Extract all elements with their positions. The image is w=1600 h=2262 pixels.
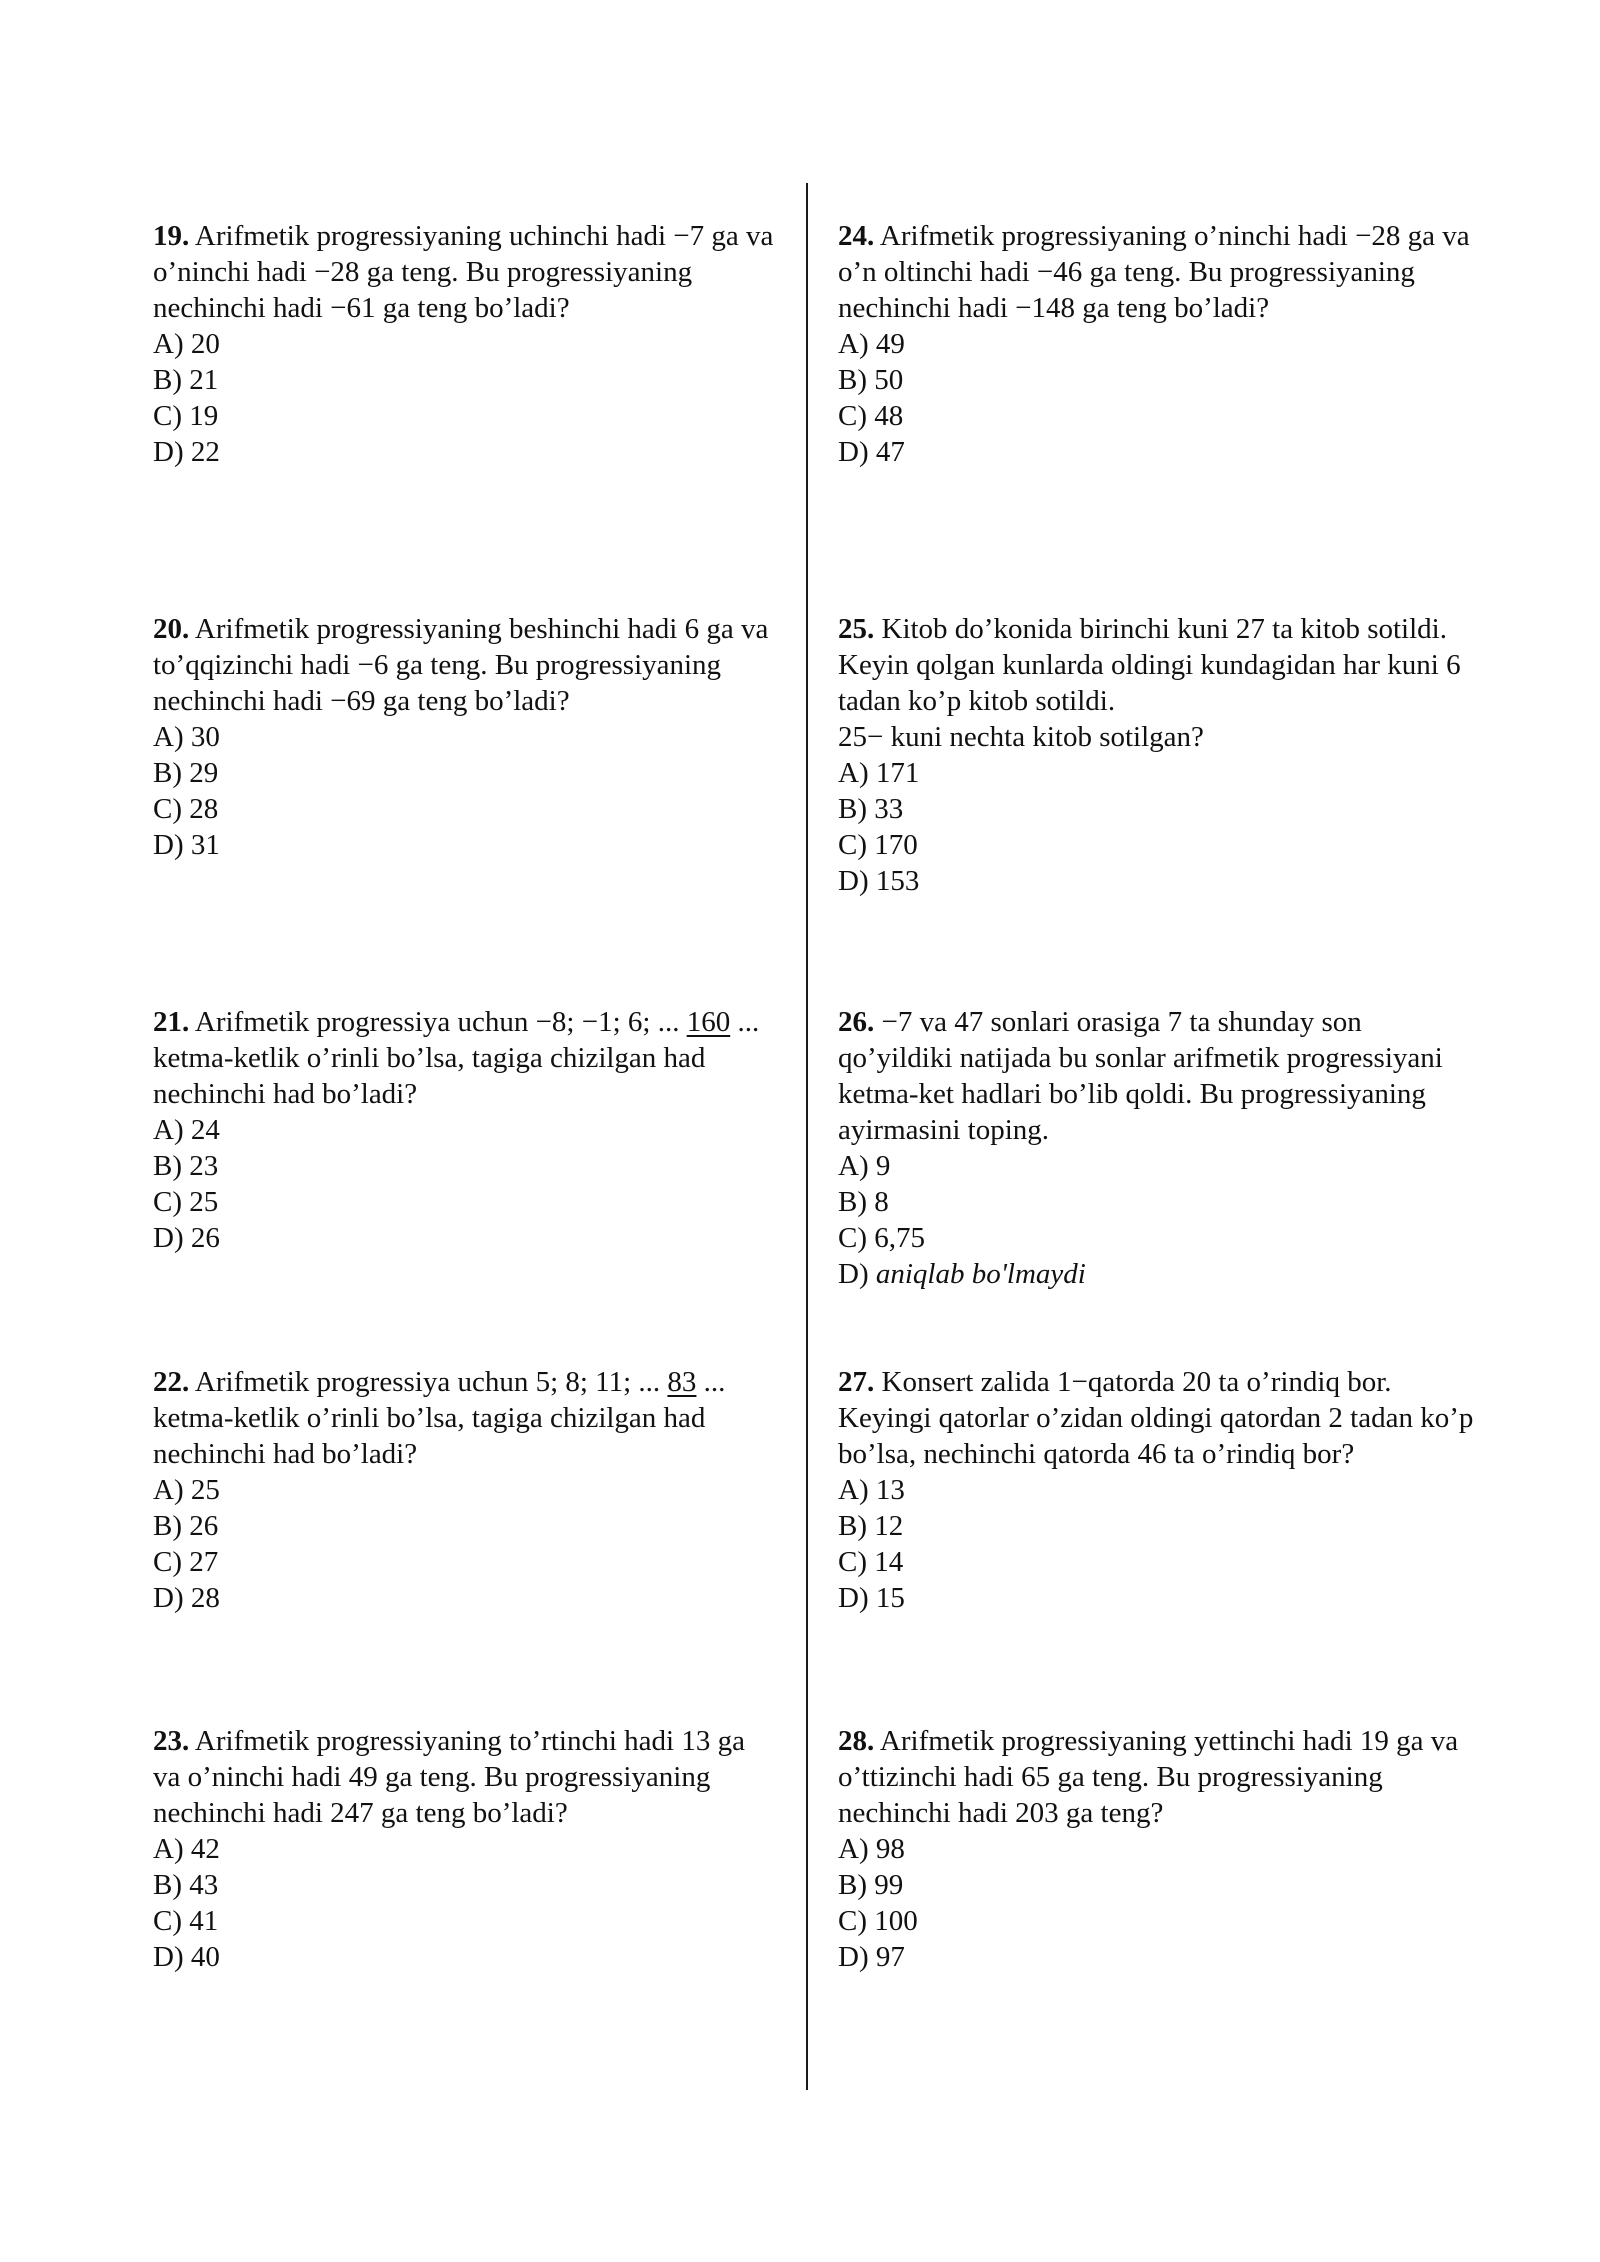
problem-text: Arifmetik progressiyaning to’rtinchi hadi 13 ga va o’ninchi hadi 49 ga teng. Bu progressiyaning nechinchi hadi 247 ga teng bo’ladi? (153, 1725, 745, 1829)
option-a: A) 9 (838, 1150, 891, 1182)
option-c: C) 41 (153, 1905, 219, 1937)
option-d: D) 153 (838, 865, 920, 897)
problem-27 (838, 1364, 1478, 1616)
option-a: A) 30 (153, 721, 220, 753)
option-d-text: aniqlab bo'lmaydi (875, 1258, 1086, 1290)
option-d: D) 15 (838, 1582, 905, 1614)
problem-21 (153, 1004, 778, 1256)
problem-number: 24. (838, 220, 875, 252)
problem-number: 28. (838, 1725, 875, 1757)
option-c: C) 27 (153, 1546, 219, 1578)
problem-number: 19. (153, 220, 190, 252)
option-d: D) 28 (153, 1582, 220, 1614)
option-b: B) 43 (153, 1869, 219, 1901)
option-b: B) 29 (153, 757, 219, 789)
option-d: D) 47 (838, 436, 905, 468)
problem-number: 20. (153, 613, 190, 645)
option-d: D) 26 (153, 1222, 220, 1254)
option-c: C) 170 (838, 829, 918, 861)
problem-22 (153, 1364, 778, 1616)
problem-28 (838, 1723, 1478, 1975)
option-c: C) 19 (153, 400, 219, 432)
option-a: A) 24 (153, 1114, 220, 1146)
option-a: A) 20 (153, 328, 220, 360)
option-a: A) 42 (153, 1833, 220, 1865)
option-c: C) 6,75 (838, 1222, 925, 1254)
problem-20 (153, 611, 778, 863)
problem-text-a: Arifmetik progressiya uchun 5; 8; 11; ... (194, 1366, 668, 1398)
option-c: C) 48 (838, 400, 904, 432)
problem-text: Konsert zalida 1−qatorda 20 ta o’rindiq bor. Keyingi qatorlar o’zidan oldingi qatordan 2 tadan ko’p bo’lsa, nechinchi qatorda 46 ta o’rindiq bor? (838, 1366, 1474, 1470)
problem-question: 25− kuni nechta kitob sotilgan? (838, 721, 1204, 753)
option-b: B) 12 (838, 1510, 904, 1542)
option-a: A) 25 (153, 1474, 220, 1506)
option-c: C) 100 (838, 1905, 918, 1937)
option-d: D) 31 (153, 829, 220, 861)
problem-number: 27. (838, 1366, 875, 1398)
option-d-prefix: D) (838, 1258, 876, 1290)
option-a: A) 171 (838, 757, 920, 789)
option-d (838, 1256, 1478, 1292)
problem-25 (838, 611, 1478, 899)
option-d: D) 22 (153, 436, 220, 468)
underlined-term: 83 (667, 1366, 697, 1398)
problem-24 (838, 218, 1478, 470)
option-b: B) 23 (153, 1150, 219, 1182)
problem-text: Arifmetik progressiyaning beshinchi hadi 6 ga va to’qqizinchi hadi −6 ga teng. Bu progressiyaning nechinchi hadi −69 ga teng bo’ladi? (153, 613, 769, 717)
problem-number: 25. (838, 613, 875, 645)
option-a: A) 13 (838, 1474, 905, 1506)
problem-number: 23. (153, 1725, 190, 1757)
column-divider (806, 183, 808, 2090)
problem-text: Arifmetik progressiyaning yettinchi hadi 19 ga va o’ttizinchi hadi 65 ga teng. Bu progressiyaning nechinchi hadi 203 ga teng? (838, 1725, 1459, 1829)
problem-26 (838, 1004, 1478, 1292)
problem-text-b: ... ketma-ketlik o’rinli bo’lsa, tagiga chizilgan had nechinchi had bo’ladi? (153, 1006, 760, 1110)
option-b: B) 50 (838, 364, 904, 396)
problem-number: 26. (838, 1006, 875, 1038)
option-b: B) 33 (838, 793, 904, 825)
option-c: C) 14 (838, 1546, 904, 1578)
option-d: D) 40 (153, 1941, 220, 1973)
option-a: A) 98 (838, 1833, 905, 1865)
underlined-term: 160 (686, 1006, 731, 1038)
option-c: C) 28 (153, 793, 219, 825)
option-b: B) 8 (838, 1186, 889, 1218)
option-c: C) 25 (153, 1186, 219, 1218)
problem-text-b: ... ketma-ketlik o’rinli bo’lsa, tagiga chizilgan had nechinchi had bo’ladi? (153, 1366, 726, 1470)
option-b: B) 99 (838, 1869, 904, 1901)
problem-text: Kitob do’konida birinchi kuni 27 ta kitob sotildi. Keyin qolgan kunlarda oldingi kundagidan har kuni 6 tadan ko’p kitob sotildi. (838, 613, 1461, 717)
problem-number: 22. (153, 1366, 190, 1398)
problem-text-a: Arifmetik progressiya uchun −8; −1; 6; ... (194, 1006, 687, 1038)
problem-23 (153, 1723, 778, 1975)
option-b: B) 21 (153, 364, 219, 396)
problem-number: 21. (153, 1006, 190, 1038)
problem-text: Arifmetik progressiyaning uchinchi hadi −7 ga va o’ninchi hadi −28 ga teng. Bu progressiyaning nechinchi hadi −61 ga teng bo’ladi? (153, 220, 774, 324)
option-d: D) 97 (838, 1941, 905, 1973)
problem-19 (153, 218, 778, 470)
problem-text: −7 va 47 sonlari orasiga 7 ta shunday son qo’yildiki natijada bu sonlar arifmetik progressiyani ketma-ket hadlari bo’lib qoldi. Bu progressiyaning ayirmasini toping. (838, 1006, 1443, 1146)
problem-text: Arifmetik progressiyaning o’ninchi hadi −28 ga va o’n oltinchi hadi −46 ga teng. Bu progressiyaning nechinchi hadi −148 ga teng bo’ladi? (838, 220, 1470, 324)
option-b: B) 26 (153, 1510, 219, 1542)
option-a: A) 49 (838, 328, 905, 360)
